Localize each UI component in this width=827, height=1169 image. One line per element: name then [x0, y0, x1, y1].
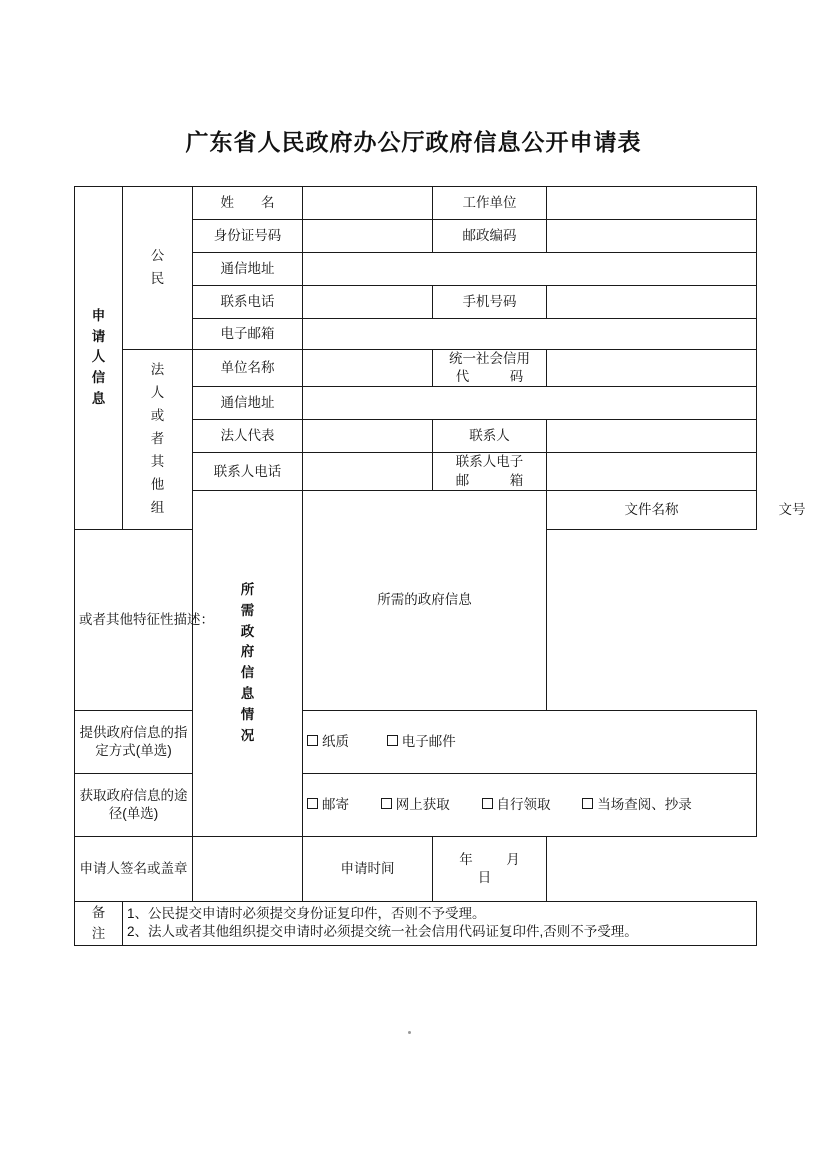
label-work-unit: 工作单位 — [433, 187, 547, 220]
label-contact-phone: 联系电话 — [193, 286, 303, 319]
input-mail-address[interactable] — [303, 253, 757, 286]
label-provide-way: 提供政府信息的指 定方式(单选) — [75, 710, 193, 773]
label-name: 姓 名 — [193, 187, 303, 220]
provide-way-options — [303, 710, 757, 773]
label-email: 电子邮箱 — [193, 319, 303, 350]
label-obtain-way: 获取政府信息的途 径(单选) — [75, 773, 193, 836]
input-contact-person[interactable] — [547, 420, 757, 453]
section-label-applicant-info: 申 请 人 信 息 — [75, 187, 123, 530]
group-label-legal-person: 法 人 或 者 其 他 组 — [123, 350, 193, 530]
remark-content — [123, 901, 757, 945]
label-mail-address: 通信地址 — [193, 253, 303, 286]
checkbox-icon[interactable] — [582, 798, 593, 809]
table-row — [75, 901, 757, 945]
label-apply-time: 申请时间 — [303, 836, 433, 901]
checkbox-icon[interactable] — [381, 798, 392, 809]
label-contact-person: 联系人 — [433, 420, 547, 453]
checkbox-icon[interactable] — [387, 735, 398, 746]
option-post[interactable]: 邮寄 — [307, 796, 349, 814]
input-other-description[interactable] — [75, 529, 303, 710]
option-email[interactable]: 电子邮件 — [387, 733, 456, 751]
table-row — [75, 187, 757, 220]
checkbox-icon[interactable] — [482, 798, 493, 809]
label-credit-code: 统一社会信用 代 码 — [433, 350, 547, 387]
option-online[interactable]: 网上获取 — [381, 796, 450, 814]
input-contact-email[interactable] — [547, 453, 757, 490]
information-disclosure-application-form — [74, 186, 806, 946]
table-row — [75, 350, 757, 387]
option-self-pickup[interactable]: 自行领取 — [482, 796, 551, 814]
option-paper[interactable]: 纸质 — [307, 733, 349, 751]
label-needed-info: 所需的政府信息 — [303, 490, 547, 710]
page-title: 广东省人民政府办公厅政府信息公开申请表 — [185, 129, 642, 155]
section-label-remark: 备 注 — [75, 901, 123, 945]
section-label-needed-gov-info: 所 需 政 府 信 息 情 况 — [193, 490, 303, 836]
option-onsite-reading[interactable]: 当场查阅、抄录 — [582, 796, 692, 814]
label-unit-name: 单位名称 — [193, 350, 303, 387]
input-signature[interactable] — [193, 836, 303, 901]
label-file-name: 文件名称 — [547, 490, 757, 529]
table-row — [75, 773, 757, 836]
input-name[interactable] — [303, 187, 433, 220]
table-row — [75, 836, 757, 901]
label-mobile: 手机号码 — [433, 286, 547, 319]
input-postcode[interactable] — [547, 220, 757, 253]
checkbox-icon[interactable] — [307, 798, 318, 809]
remark-item-1: 1、公民提交申请时必须提交身份证复印件，否则不予受理。 — [127, 906, 486, 922]
label-contact-phone-2: 联系人电话 — [193, 453, 303, 490]
group-label-citizen: 公 民 — [123, 187, 193, 350]
label-contact-email: 联系人电子 邮 箱 — [433, 453, 547, 490]
label-signature: 申请人签名或盖章 — [75, 836, 193, 901]
input-mobile[interactable] — [547, 286, 757, 319]
input-credit-code[interactable] — [547, 350, 757, 387]
label-doc-number: 文号 — [757, 492, 827, 528]
input-legal-rep[interactable] — [303, 420, 433, 453]
obtain-way-options — [303, 773, 757, 836]
input-work-unit[interactable] — [547, 187, 757, 220]
input-id-number[interactable] — [303, 220, 433, 253]
input-email[interactable] — [303, 319, 757, 350]
label-id-number: 身份证号码 — [193, 220, 303, 253]
label-postcode: 邮政编码 — [433, 220, 547, 253]
label-legal-rep: 法人代表 — [193, 420, 303, 453]
label-other-description: 或者其他特征性描述： — [79, 611, 214, 627]
input-apply-date[interactable]: 年 月 日 — [433, 836, 547, 901]
input-mail-address-2[interactable] — [303, 387, 757, 420]
checkbox-icon[interactable] — [307, 735, 318, 746]
remark-item-2: 2、法人或者其他组织提交申请时必须提交统一社会信用代码证复印件,否则不予受理。 — [127, 924, 638, 940]
input-contact-phone[interactable] — [303, 286, 433, 319]
input-unit-name[interactable] — [303, 350, 433, 387]
table-row — [75, 710, 757, 773]
label-mail-address-2: 通信地址 — [193, 387, 303, 420]
page-artifact-dot — [408, 1031, 411, 1034]
input-contact-phone-2[interactable] — [303, 453, 433, 490]
